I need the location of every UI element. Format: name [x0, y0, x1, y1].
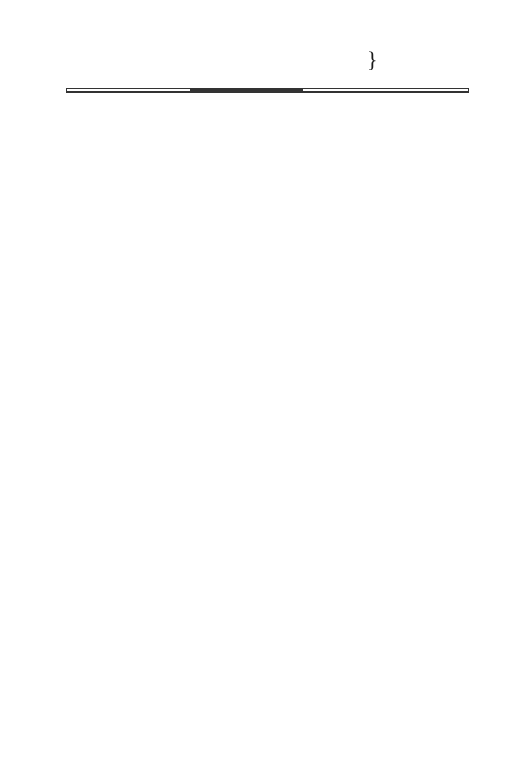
colnum-3	[219, 92, 247, 93]
colnum-4	[247, 92, 275, 93]
colnum-1	[67, 92, 191, 93]
colnum-5	[275, 92, 303, 93]
colnum-2	[191, 92, 219, 93]
population-table	[66, 88, 469, 93]
colnum-6	[303, 92, 469, 93]
title-brace: }	[367, 47, 378, 72]
